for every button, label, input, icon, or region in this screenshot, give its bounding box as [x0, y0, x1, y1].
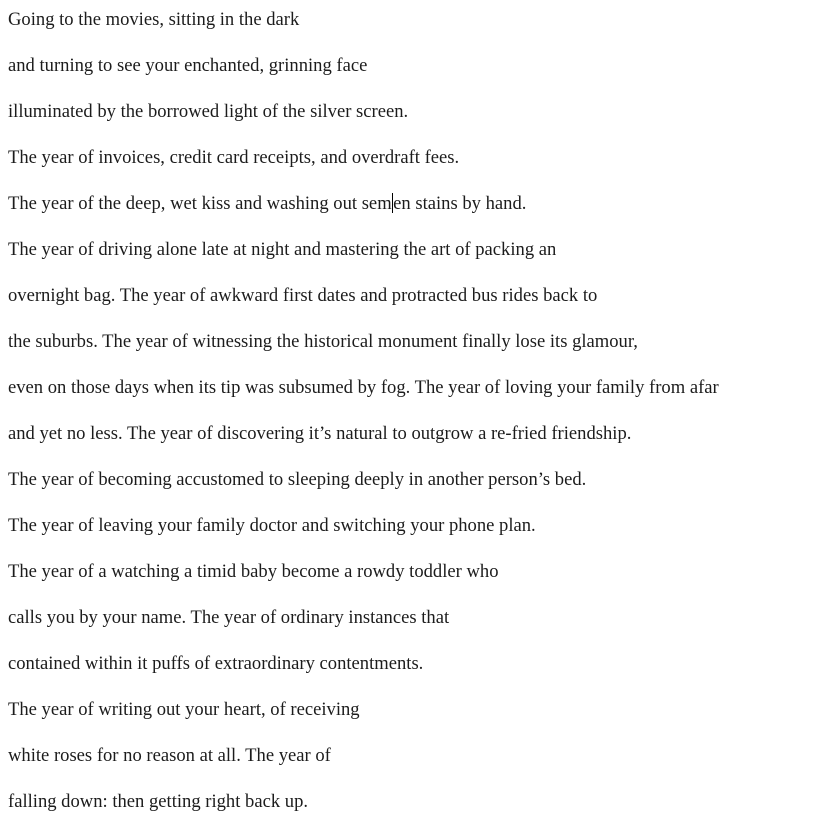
- text-line: contained within it puffs of extraordinary contentments.: [8, 653, 424, 674]
- text-line: and yet no less. The year of discovering it’s natural to outgrow a re-fried friendship.: [8, 423, 632, 444]
- text-line: the suburbs. The year of witnessing the historical monument finally lose its glamour,: [8, 331, 638, 352]
- text-line: The year of leaving your family doctor and switching your phone plan.: [8, 515, 536, 536]
- text-line: overnight bag. The year of awkward first dates and protracted bus rides back to: [8, 285, 598, 306]
- document-text-area[interactable]: [8, 0, 820, 825]
- text-line: The year of invoices, credit card receipts, and overdraft fees.: [8, 147, 460, 168]
- text-line-with-cursor: [8, 189, 526, 219]
- text-line: The year of a watching a timid baby become a rowdy toddler who: [8, 561, 499, 582]
- text-after-cursor: en stains by hand.: [393, 193, 527, 214]
- text-line: falling down: then getting right back up.: [8, 791, 309, 812]
- text-line: even on those days when its tip was subsumed by fog. The year of loving your family from afar: [8, 377, 719, 398]
- text-line: The year of writing out your heart, of receiving: [8, 699, 360, 720]
- text-line: white roses for no reason at all. The year of: [8, 745, 331, 766]
- text-line: Going to the movies, sitting in the dark: [8, 9, 300, 30]
- text-line: and turning to see your enchanted, grinning face: [8, 55, 368, 76]
- text-line: The year of driving alone late at night and mastering the art of packing an: [8, 239, 557, 260]
- text-line: calls you by your name. The year of ordinary instances that: [8, 607, 450, 628]
- text-before-cursor: The year of the deep, wet kiss and washing out sem: [8, 193, 392, 214]
- text-line: The year of becoming accustomed to sleeping deeply in another person’s bed.: [8, 469, 587, 490]
- text-line: illuminated by the borrowed light of the silver screen.: [8, 101, 409, 122]
